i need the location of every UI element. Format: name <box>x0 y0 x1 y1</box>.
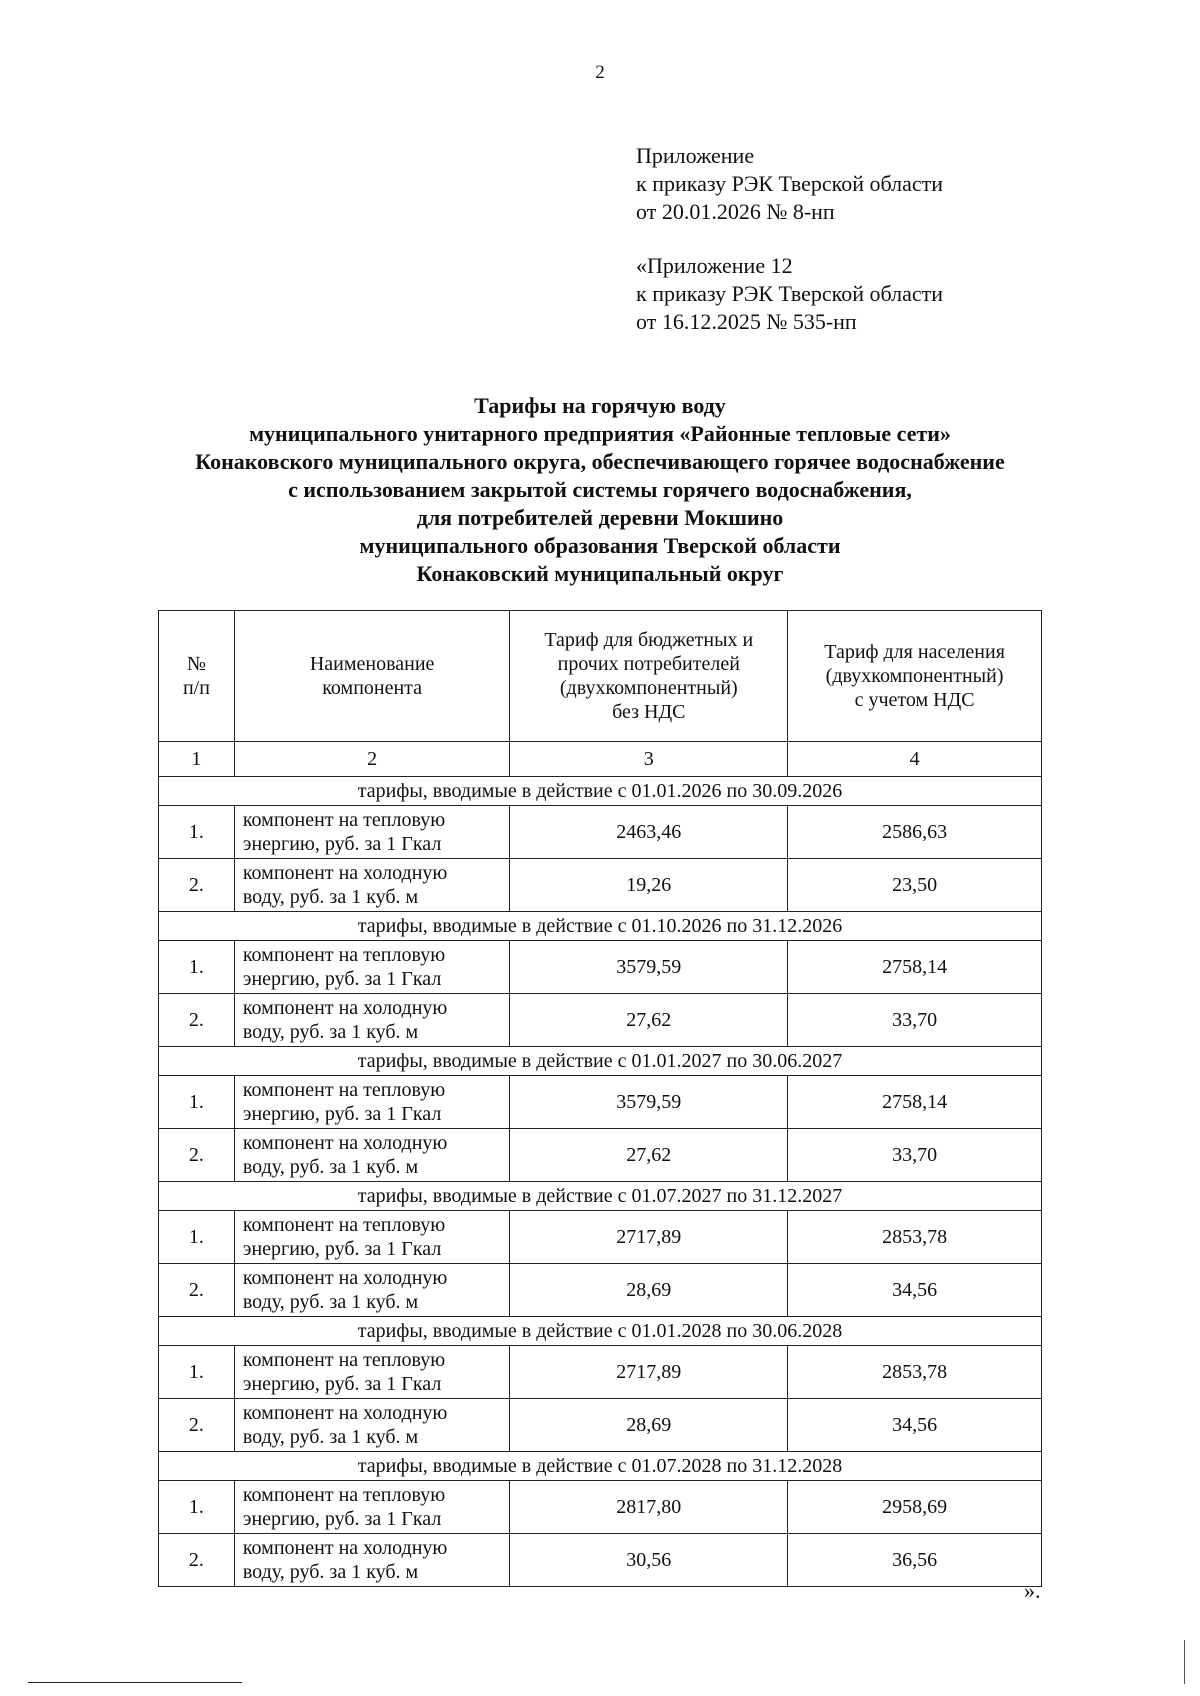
population-tariff-value: 2586,63 <box>788 806 1042 859</box>
table-row <box>159 1399 1042 1452</box>
title-line: с использованием закрытой системы горячего водоснабжения, <box>288 477 912 502</box>
annex-line: от 20.01.2026 № 8-нп <box>636 199 835 224</box>
row-number: 2. <box>159 994 235 1047</box>
component-name-line: воду, руб. за 1 куб. м <box>242 886 419 908</box>
column-index-row <box>159 742 1042 777</box>
row-number: 1. <box>159 1076 235 1129</box>
component-name <box>234 1481 510 1534</box>
annex-line: к приказу РЭК Тверской области <box>636 171 944 196</box>
budget-tariff-value: 28,69 <box>510 1264 788 1317</box>
component-name-line: компонент на холодную <box>242 1537 448 1559</box>
component-name-line: компонент на холодную <box>242 1267 448 1289</box>
tariff-table <box>158 610 1042 1587</box>
component-name <box>234 806 510 859</box>
period-row <box>159 1047 1042 1076</box>
component-name-line: воду, руб. за 1 куб. м <box>242 1426 419 1448</box>
table-row <box>159 1211 1042 1264</box>
budget-tariff-value: 2817,80 <box>510 1481 788 1534</box>
row-number: 1. <box>159 941 235 994</box>
row-number: 2. <box>159 1264 235 1317</box>
period-label: тарифы, вводимые в действие с 01.07.2028 по 31.12.2028 <box>159 1452 1042 1481</box>
title-line: Конаковский муниципальный округ <box>416 561 784 586</box>
period-label: тарифы, вводимые в действие с 01.01.2026 по 30.09.2026 <box>159 777 1042 806</box>
component-name-line: компонент на тепловую <box>242 1214 446 1236</box>
budget-tariff-value: 27,62 <box>510 1129 788 1182</box>
table-row <box>159 941 1042 994</box>
row-number: 1. <box>159 1211 235 1264</box>
population-tariff-value: 33,70 <box>788 994 1042 1047</box>
tariff-table-body <box>159 777 1042 1587</box>
closing-quote: ». <box>1024 1578 1041 1603</box>
population-tariff-value: 23,50 <box>788 859 1042 912</box>
component-name-line: энергию, руб. за 1 Гкал <box>242 1508 442 1530</box>
table-row <box>159 994 1042 1047</box>
footnote-divider <box>28 1682 242 1683</box>
period-row <box>159 1452 1042 1481</box>
annex-quoted-reference <box>636 252 943 336</box>
table-row <box>159 1346 1042 1399</box>
budget-tariff-value: 28,69 <box>510 1399 788 1452</box>
header-number: № п/п <box>159 611 235 742</box>
row-number: 1. <box>159 1346 235 1399</box>
component-name-line: компонент на тепловую <box>242 1079 446 1101</box>
table-row <box>159 1481 1042 1534</box>
population-tariff-value: 34,56 <box>788 1399 1042 1452</box>
component-name <box>234 1264 510 1317</box>
component-name <box>234 994 510 1047</box>
budget-tariff-value: 19,26 <box>510 859 788 912</box>
column-index: 1 <box>159 742 235 777</box>
row-number: 1. <box>159 806 235 859</box>
component-name <box>234 941 510 994</box>
period-label: тарифы, вводимые в действие с 01.01.2027 по 30.06.2027 <box>159 1047 1042 1076</box>
header-component-name: Наименование компонента <box>234 611 510 742</box>
table-row <box>159 1534 1042 1587</box>
column-index: 3 <box>510 742 788 777</box>
component-name <box>234 1076 510 1129</box>
annex-reference <box>636 142 943 226</box>
period-label: тарифы, вводимые в действие с 01.10.2026 по 31.12.2026 <box>159 912 1042 941</box>
population-tariff-value: 2758,14 <box>788 941 1042 994</box>
budget-tariff-value: 2463,46 <box>510 806 788 859</box>
period-row <box>159 1317 1042 1346</box>
column-index: 2 <box>234 742 510 777</box>
population-tariff-value: 36,56 <box>788 1534 1042 1587</box>
margin-mark <box>1184 1640 1185 1684</box>
component-name-line: компонент на тепловую <box>242 1484 446 1506</box>
title-line: для потребителей деревни Мокшино <box>416 505 784 530</box>
title-line: Конаковского муниципального округа, обеспечивающего горячее водоснабжение <box>195 449 1005 474</box>
component-name-line: компонент на холодную <box>242 997 448 1019</box>
population-tariff-value: 2853,78 <box>788 1211 1042 1264</box>
annex-line: Приложение <box>636 143 755 168</box>
header-budget-tariff: Тариф для бюджетных и прочих потребителей (двухкомпонентный) без НДС <box>510 611 788 742</box>
component-name-line: компонент на тепловую <box>242 809 446 831</box>
title-line: муниципального образования Тверской области <box>359 533 841 558</box>
component-name-line: энергию, руб. за 1 Гкал <box>242 1238 442 1260</box>
budget-tariff-value: 30,56 <box>510 1534 788 1587</box>
population-tariff-value: 34,56 <box>788 1264 1042 1317</box>
row-number: 1. <box>159 1481 235 1534</box>
population-tariff-value: 2853,78 <box>788 1346 1042 1399</box>
row-number: 2. <box>159 1399 235 1452</box>
component-name-line: энергию, руб. за 1 Гкал <box>242 1373 442 1395</box>
component-name-line: воду, руб. за 1 куб. м <box>242 1021 419 1043</box>
column-index: 4 <box>788 742 1042 777</box>
population-tariff-value: 2758,14 <box>788 1076 1042 1129</box>
component-name-line: воду, руб. за 1 куб. м <box>242 1561 419 1583</box>
annex-quoted-line: от 16.12.2025 № 535-нп <box>636 309 857 334</box>
component-name-line: воду, руб. за 1 куб. м <box>242 1291 419 1313</box>
row-number: 2. <box>159 1534 235 1587</box>
budget-tariff-value: 3579,59 <box>510 941 788 994</box>
component-name <box>234 1346 510 1399</box>
component-name-line: воду, руб. за 1 куб. м <box>242 1156 419 1178</box>
header-population-tariff: Тариф для населения (двухкомпонентный) с учетом НДС <box>788 611 1042 742</box>
document-title <box>0 392 1200 588</box>
row-number: 2. <box>159 1129 235 1182</box>
component-name-line: компонент на холодную <box>242 1402 448 1424</box>
budget-tariff-value: 2717,89 <box>510 1211 788 1264</box>
population-tariff-value: 2958,69 <box>788 1481 1042 1534</box>
component-name <box>234 1129 510 1182</box>
table-row <box>159 1129 1042 1182</box>
component-name-line: энергию, руб. за 1 Гкал <box>242 1103 442 1125</box>
table-row <box>159 1264 1042 1317</box>
table-header-row <box>159 611 1042 742</box>
period-label: тарифы, вводимые в действие с 01.01.2028 по 30.06.2028 <box>159 1317 1042 1346</box>
component-name <box>234 1399 510 1452</box>
component-name-line: компонент на тепловую <box>242 944 446 966</box>
period-row <box>159 777 1042 806</box>
table-row <box>159 859 1042 912</box>
component-name <box>234 859 510 912</box>
population-tariff-value: 33,70 <box>788 1129 1042 1182</box>
budget-tariff-value: 2717,89 <box>510 1346 788 1399</box>
period-row <box>159 912 1042 941</box>
component-name-line: энергию, руб. за 1 Гкал <box>242 833 442 855</box>
component-name-line: компонент на тепловую <box>242 1349 446 1371</box>
row-number: 2. <box>159 859 235 912</box>
component-name <box>234 1534 510 1587</box>
title-line: муниципального унитарного предприятия «Районные тепловые сети» <box>249 421 951 446</box>
component-name-line: компонент на холодную <box>242 1132 448 1154</box>
component-name <box>234 1211 510 1264</box>
component-name-line: энергию, руб. за 1 Гкал <box>242 968 442 990</box>
title-line: Тарифы на горячую воду <box>474 393 726 418</box>
page-number: 2 <box>595 62 605 83</box>
period-row <box>159 1182 1042 1211</box>
annex-quoted-line: к приказу РЭК Тверской области <box>636 281 944 306</box>
component-name-line: компонент на холодную <box>242 862 448 884</box>
table-row <box>159 806 1042 859</box>
budget-tariff-value: 3579,59 <box>510 1076 788 1129</box>
period-label: тарифы, вводимые в действие с 01.07.2027 по 31.12.2027 <box>159 1182 1042 1211</box>
budget-tariff-value: 27,62 <box>510 994 788 1047</box>
annex-quoted-line: «Приложение 12 <box>636 253 793 278</box>
table-row <box>159 1076 1042 1129</box>
